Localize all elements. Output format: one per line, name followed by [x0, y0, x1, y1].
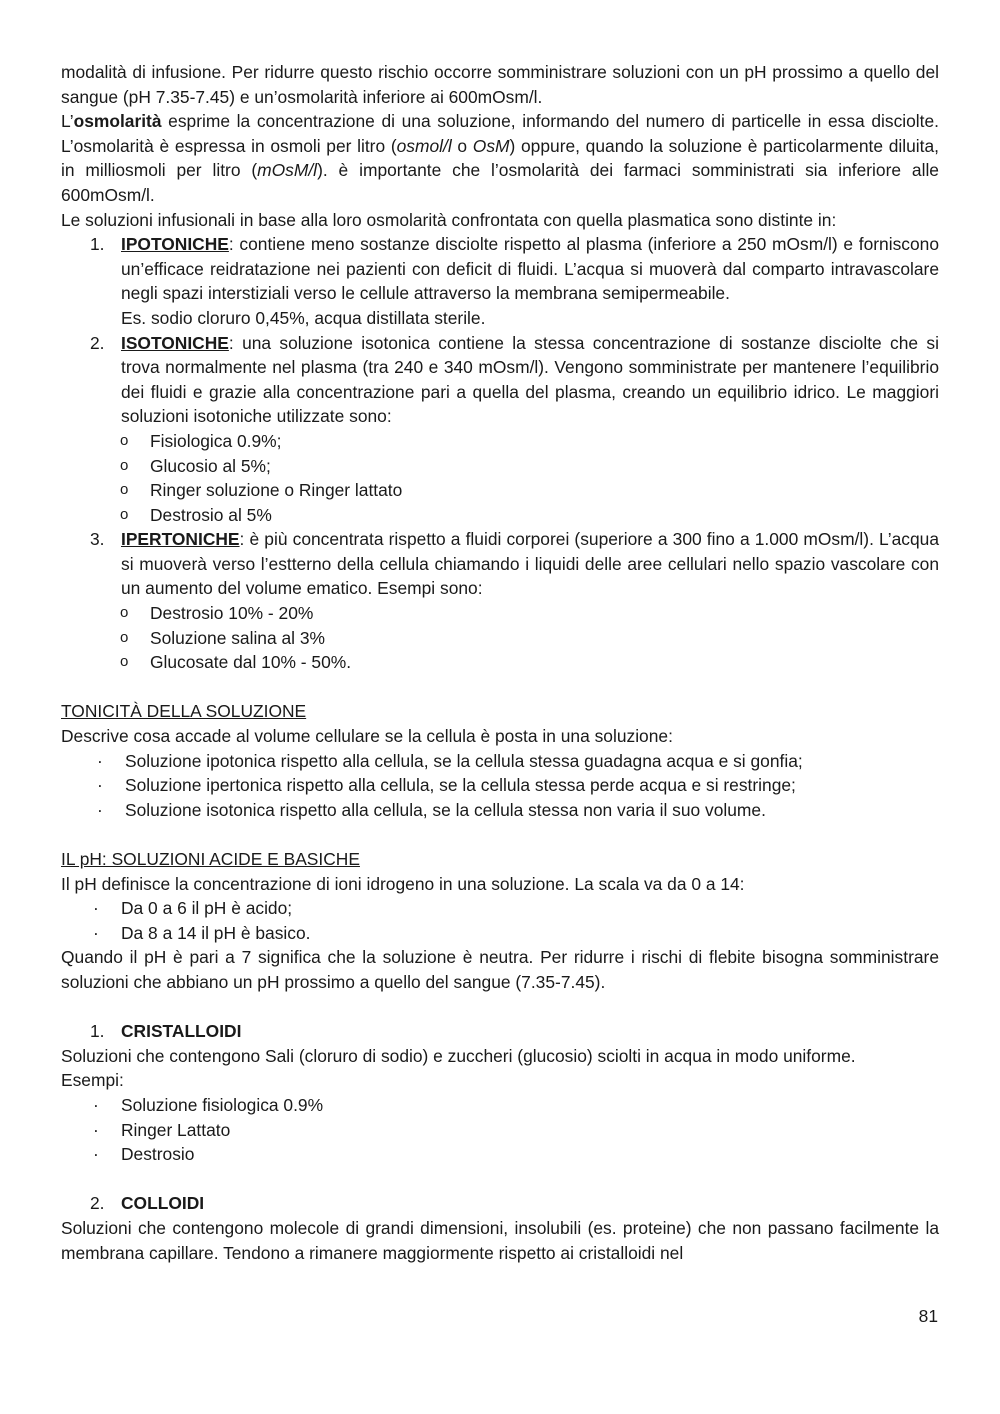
list-item — [61, 626, 939, 651]
circle-bullet: o — [120, 456, 129, 474]
list-item — [61, 798, 939, 823]
section-heading-crystalloids — [61, 1019, 939, 1044]
dot-bullet: · — [93, 898, 99, 919]
list-item — [61, 429, 939, 454]
hypertonic-description: : è più concentrata rispetto a fluidi corporei (superiore a 300 fino a 1.000 mOsm/l). L’acqua si muoverà verso l’estterno della cellula chiamando i liquidi delle aree cellulari nello spazio vascolare con un aumento del volume ematico. Esempi sono: — [121, 529, 939, 599]
spacer — [61, 675, 939, 700]
list-item-text: Destrosio 10% - 20% — [150, 603, 314, 624]
circle-bullet: o — [120, 604, 129, 622]
list-item-text: Soluzione fisiologica 0.9% — [121, 1094, 324, 1115]
list-item-text: Ringer soluzione o Ringer lattato — [150, 480, 403, 501]
term-hypertonic: IPERTONICHE — [121, 529, 240, 550]
list-item-text: Ringer Lattato — [121, 1119, 231, 1140]
list-item-isotonic — [61, 331, 939, 429]
list-item-text: Soluzione ipertonica rispetto alla cellula, se la cellula stessa perde acqua e si restringe; — [125, 775, 796, 796]
list-item — [61, 601, 939, 626]
list-item — [61, 650, 939, 675]
circle-bullet: o — [120, 431, 129, 449]
circle-bullet: o — [120, 628, 129, 646]
spacer — [61, 822, 939, 847]
list-number: 1. — [90, 234, 105, 255]
dot-bullet: · — [97, 750, 103, 771]
list-item-text: Soluzione ipotonica rispetto alla cellula, se la cellula stessa guadagna acqua e si gonfia; — [125, 750, 803, 771]
dot-bullet: · — [93, 1094, 99, 1115]
list-item — [61, 1118, 939, 1143]
tonicity-intro: Descrive cosa accade al volume cellulare se la cellula è posta in una soluzione: — [61, 726, 673, 747]
text-fragment: ) oppure, quando la soluzione è particolarmente diluita, in milliosmoli per litro ( — [61, 135, 939, 181]
list-item-text: Soluzione salina al 3% — [150, 627, 325, 648]
dot-bullet: · — [97, 799, 103, 820]
list-item-text: Da 8 a 14 il pH è basico. — [121, 922, 311, 943]
crystalloids-text: Soluzioni che contengono Sali (cloruro di sodio) e zuccheri (glucosio) sciolti in acqua in modo uniforme. — [61, 1045, 856, 1066]
paragraph-osmolarity — [61, 109, 939, 207]
circle-bullet: o — [120, 653, 129, 671]
text-fragment: o — [451, 135, 473, 156]
list-item — [61, 478, 939, 503]
list-item — [61, 503, 939, 528]
list-item — [61, 454, 939, 479]
section-heading-tonicity: TONICITÀ DELLA SOLUZIONE — [61, 701, 307, 722]
text-fragment: esprime la concentrazione di una soluzione, informando del numero di particelle in essa disciolte. L’osmolarità è espressa in osmoli per litro ( — [61, 111, 939, 156]
circle-bullet: o — [120, 481, 129, 499]
dot-bullet: · — [97, 775, 103, 796]
list-item — [61, 1142, 939, 1167]
list-item-text: Destrosio — [121, 1144, 195, 1165]
unit-osm: OsM — [472, 135, 510, 156]
spacer — [61, 1167, 939, 1192]
list-item — [61, 773, 939, 798]
list-number: 1. — [90, 1021, 105, 1042]
crystalloids-examples-label: Esempi: — [61, 1070, 124, 1091]
ph-intro: Il pH definisce la concentrazione di ioni idrogeno in una soluzione. La scala va da 0 a 14: — [61, 873, 745, 894]
list-item — [61, 921, 939, 946]
list-item — [61, 896, 939, 921]
hypotonic-examples: Es. sodio cloruro 0,45%, acqua distillata sterile. — [121, 307, 486, 328]
list-item-text: Destrosio al 5% — [150, 504, 272, 525]
unit-osmol-l: osmol/l — [396, 135, 452, 156]
document-page — [61, 60, 939, 1265]
ph-outro: Quando il pH è pari a 7 significa che la soluzione è neutra. Per ridurre i rischi di flebite bisogna somministrare soluzioni che abbiano un pH prossimo a quello del sangue (7.35-7.45). — [61, 947, 939, 992]
list-item-text: Da 0 a 6 il pH è acido; — [121, 898, 293, 919]
term-isotonic: ISOTONICHE — [121, 332, 229, 353]
dot-bullet: · — [93, 1144, 99, 1165]
list-number: 2. — [90, 1193, 105, 1214]
term-hypotonic: IPOTONICHE — [121, 234, 229, 255]
list-number: 3. — [90, 529, 105, 550]
list-item-text: Glucosate dal 10% - 50%. — [150, 652, 352, 673]
section-heading-ph: IL pH: SOLUZIONI ACIDE E BASICHE — [61, 849, 360, 869]
list-number: 2. — [90, 332, 105, 353]
colloids-text: Soluzioni che contengono molecole di grandi dimensioni, insolubili (es. proteine) che non passano facilmente la membrana capillare. Tendono a rimanere maggiormente rispetto ai cristalloidi nel — [61, 1217, 939, 1263]
section-heading-colloids — [61, 1191, 939, 1216]
isotonic-description: : una soluzione isotonica contiene la stessa concentrazione di sostanze disciolte che si trova normalmente nel plasma (tra 240 e 340 mOsm/l). Vengono somministrate per mantenere l’equilibrio dei fluidi e grazie alla concentrazione pari a quella del plasma, creando un equilibrio idrico. Le maggiori soluzioni isotoniche utilizzate sono: — [121, 332, 939, 427]
circle-bullet: o — [120, 505, 129, 523]
list-item-hypertonic — [61, 527, 939, 601]
dot-bullet: · — [93, 922, 99, 943]
crystalloids-title: CRISTALLOIDI — [121, 1021, 242, 1042]
dot-bullet: · — [93, 1119, 99, 1140]
list-item-hypotonic — [61, 232, 939, 330]
page-number: 81 — [918, 1306, 938, 1326]
text-fragment: ). è importante che l’osmolarità dei farmaci somministrati sia inferiore alle 600mOsm/l. — [61, 160, 939, 205]
unit-mosm-l: mOsM/l — [257, 160, 318, 181]
hypotonic-description: : contiene meno sostanze disciolte rispetto al plasma (inferiore a 250 mOsm/l) e forniscono un’efficace reidratazione nei pazienti con deficit di fluidi. L’acqua si muoverà dal comparto intravascolare negli spazi interstiziali verso le cellule attraverso la membrana semipermeabile. — [121, 234, 939, 304]
list-item-text: Soluzione isotonica rispetto alla cellula, se la cellula stessa non varia il suo volume. — [125, 799, 766, 820]
list-item — [61, 1093, 939, 1118]
paragraph-infusion: modalità di infusione. Per ridurre questo rischio occorre somministrare soluzioni con un pH prossimo a quello del sangue (pH 7.35-7.45) e un’osmolarità inferiore ai 600mOsm/l. — [61, 62, 939, 107]
list-item-text: Fisiologica 0.9%; — [150, 430, 282, 451]
text-fragment: L’ — [61, 111, 74, 132]
spacer — [61, 995, 939, 1020]
list-item — [61, 749, 939, 774]
list-item-text: Glucosio al 5%; — [150, 455, 271, 476]
paragraph-classification: Le soluzioni infusionali in base alla loro osmolarità confrontata con quella plasmatica sono distinte in: — [61, 209, 837, 230]
colloids-title: COLLOIDI — [121, 1193, 205, 1214]
term-osmolarity: osmolarità — [73, 111, 162, 132]
